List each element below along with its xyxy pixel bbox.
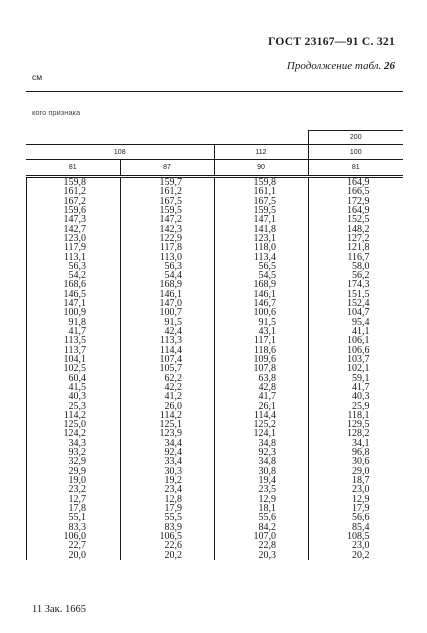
header-row-1 [26, 131, 403, 145]
table-cell: 34,4 [121, 439, 215, 448]
table-cell: 148,2 [309, 225, 404, 234]
header-cell: 87 [120, 160, 214, 177]
table-cell: 146,1 [121, 290, 215, 299]
table-cell: 18,1 [215, 504, 309, 513]
table-cell: 118,0 [215, 243, 309, 252]
table-cell: 114,2 [121, 411, 215, 420]
table-cell: 147,2 [121, 215, 215, 224]
table-cell: 147,3 [27, 215, 121, 224]
table-cell: 104,7 [309, 308, 404, 317]
table-cell: 33,4 [121, 457, 215, 466]
table-cell: 20,2 [309, 551, 404, 560]
table-cell: 107,0 [215, 532, 309, 541]
table-cell: 113,7 [27, 346, 121, 355]
table-cell: 26,1 [215, 402, 309, 411]
table-cell: 34,8 [215, 439, 309, 448]
table-cell: 20,0 [27, 551, 121, 560]
table-cell: 146,1 [215, 290, 309, 299]
table-cell: 32,9 [27, 457, 121, 466]
table-cell: 56,5 [215, 262, 309, 271]
data-table-body [27, 178, 404, 560]
table-cell: 114,2 [27, 411, 121, 420]
table-cell: 159,5 [121, 206, 215, 215]
table-header [26, 130, 403, 178]
table-cell: 113,0 [121, 253, 215, 262]
table-cell: 42,4 [121, 327, 215, 336]
table-cell: 142,7 [27, 225, 121, 234]
table-cell: 34,1 [309, 439, 404, 448]
table-cell: 117,1 [215, 336, 309, 345]
table-cell: 167,5 [215, 197, 309, 206]
header-cell: 81 [308, 160, 403, 177]
table-cell: 117,8 [121, 243, 215, 252]
table-cell: 42,2 [121, 383, 215, 392]
header-cell: 200 [308, 131, 403, 145]
table-cell: 34,8 [215, 457, 309, 466]
table-cell: 147,1 [215, 215, 309, 224]
table-cell: 102,5 [27, 364, 121, 373]
table-cell: 62,2 [121, 374, 215, 383]
table-cell: 113,4 [215, 253, 309, 262]
table-cell: 41,7 [309, 383, 404, 392]
table-cell: 142,3 [121, 225, 215, 234]
table-cell: 168,9 [121, 280, 215, 289]
table-cell: 41,2 [121, 392, 215, 401]
table-cell: 26,0 [121, 402, 215, 411]
table-cell: 30,3 [121, 467, 215, 476]
table-cell: 23,0 [309, 485, 404, 494]
table-cell: 147,1 [27, 299, 121, 308]
header-fragment-text: кого признака [32, 108, 81, 117]
header-cell: 108 [26, 145, 214, 160]
table-cell: 123,0 [27, 234, 121, 243]
table-cell: 20,2 [121, 551, 215, 560]
table-row [27, 551, 404, 560]
table-cell: 25,3 [27, 402, 121, 411]
table-cell: 55,1 [27, 513, 121, 522]
table-cell: 100,9 [27, 308, 121, 317]
table-cell: 113,5 [27, 336, 121, 345]
table-cell: 12,9 [309, 495, 404, 504]
table-cell: 56,6 [309, 513, 404, 522]
table-cell: 129,5 [309, 420, 404, 429]
table-cell: 17,8 [27, 504, 121, 513]
data-table [26, 178, 404, 560]
table-cell: 19,0 [27, 476, 121, 485]
table-cell: 108,5 [309, 532, 404, 541]
table-cell: 167,5 [121, 197, 215, 206]
header-cell: 90 [214, 160, 308, 177]
table-cell: 30,6 [309, 457, 404, 466]
table-cell: 159,8 [215, 178, 309, 187]
table-cell: 54,2 [27, 271, 121, 280]
table-cell: 107,8 [215, 364, 309, 373]
table-cell: 106,5 [121, 532, 215, 541]
table-cell: 125,1 [121, 420, 215, 429]
table-cell: 114,4 [215, 411, 309, 420]
table-cell: 22,6 [121, 541, 215, 550]
table-cell: 29,9 [27, 467, 121, 476]
table-cell: 41,7 [215, 392, 309, 401]
table-cell: 95,4 [309, 318, 404, 327]
table-cell: 172,9 [309, 197, 404, 206]
table-cell: 41,1 [309, 327, 404, 336]
table-cell: 168,6 [27, 280, 121, 289]
page-header: ГОСТ 23167—91 С. 321 [268, 36, 395, 48]
table-cell: 92,4 [121, 448, 215, 457]
table-cell: 23,0 [309, 541, 404, 550]
table-cell: 96,8 [309, 448, 404, 457]
table-cell: 168,9 [215, 280, 309, 289]
table-cell: 124,1 [215, 429, 309, 438]
table-cell: 122,9 [121, 234, 215, 243]
table-cell: 85,4 [309, 523, 404, 532]
table-cell: 105,7 [121, 364, 215, 373]
table-cell: 141,8 [215, 225, 309, 234]
table-cell: 116,7 [309, 253, 404, 262]
table-cell: 118,6 [215, 346, 309, 355]
table-cell: 55,5 [121, 513, 215, 522]
table-cell: 20,3 [215, 551, 309, 560]
table-cell: 159,8 [27, 178, 121, 187]
table-cell: 54,5 [215, 271, 309, 280]
table-cell: 117,9 [27, 243, 121, 252]
table-cell: 30,8 [215, 467, 309, 476]
table-cell: 151,5 [309, 290, 404, 299]
table-cell: 146,5 [27, 290, 121, 299]
table-cell: 159,5 [215, 206, 309, 215]
table-cell: 42,8 [215, 383, 309, 392]
header-cell: 81 [26, 160, 120, 177]
table-cell: 22,7 [27, 541, 121, 550]
table-cell: 40,3 [309, 392, 404, 401]
table-cell: 100,7 [121, 308, 215, 317]
unit-label: см [32, 72, 43, 82]
table-cell: 22,8 [215, 541, 309, 550]
table-cell: 40,3 [27, 392, 121, 401]
table-cell: 123,1 [215, 234, 309, 243]
header-cell: 112 [214, 145, 308, 160]
table-cell: 92,3 [215, 448, 309, 457]
table-cell: 109,6 [215, 355, 309, 364]
table-cell: 59,1 [309, 374, 404, 383]
table-cell: 56,2 [309, 271, 404, 280]
table-cell: 23,2 [27, 485, 121, 494]
table-cell: 55,6 [215, 513, 309, 522]
table-cell: 127,2 [309, 234, 404, 243]
table-cell: 164,9 [309, 178, 404, 187]
header-row-3 [26, 160, 403, 177]
table-cell: 128,2 [309, 429, 404, 438]
table-cell: 83,9 [121, 523, 215, 532]
table-cell: 106,0 [27, 532, 121, 541]
table-cell: 102,1 [309, 364, 404, 373]
table-cell: 161,1 [215, 187, 309, 196]
table-cell: 152,5 [309, 215, 404, 224]
page-footer: 11 Зак. 1665 [32, 604, 87, 615]
table-cell: 91,8 [27, 318, 121, 327]
table-cell: 125,2 [215, 420, 309, 429]
table-cell: 83,3 [27, 523, 121, 532]
table-cell: 41,7 [27, 327, 121, 336]
table-cell: 104,1 [27, 355, 121, 364]
table-cell: 152,4 [309, 299, 404, 308]
table-cell: 121,8 [309, 243, 404, 252]
table-cell: 164,9 [309, 206, 404, 215]
table-cell: 125,0 [27, 420, 121, 429]
table-cell: 34,3 [27, 439, 121, 448]
table-cell: 103,7 [309, 355, 404, 364]
table-cell: 106,6 [309, 346, 404, 355]
table-cell: 12,9 [215, 495, 309, 504]
table-cell: 161,2 [27, 187, 121, 196]
table-cell: 12,7 [27, 495, 121, 504]
table-cell: 159,6 [27, 206, 121, 215]
table-cell: 118,1 [309, 411, 404, 420]
table-cell: 124,2 [27, 429, 121, 438]
header-row-2 [26, 145, 403, 160]
table-cell: 43,1 [215, 327, 309, 336]
table-cell: 54,4 [121, 271, 215, 280]
table-cell: 91,5 [121, 318, 215, 327]
table-cell: 19,2 [121, 476, 215, 485]
table-cell: 166,5 [309, 187, 404, 196]
table-cell: 147,0 [121, 299, 215, 308]
table-cell: 106,1 [309, 336, 404, 345]
top-rule [26, 91, 403, 92]
table-cell: 161,2 [121, 187, 215, 196]
table-cell: 113,3 [121, 336, 215, 345]
table-continuation-caption [287, 60, 395, 72]
table-cell: 56,3 [121, 262, 215, 271]
table-cell: 123,9 [121, 429, 215, 438]
table-cell: 19,4 [215, 476, 309, 485]
table-cell: 23,4 [121, 485, 215, 494]
table-cell: 56,3 [27, 262, 121, 271]
table-cell: 167,2 [27, 197, 121, 206]
table-cell: 41,5 [27, 383, 121, 392]
table-cell: 60,4 [27, 374, 121, 383]
table-cell: 91,5 [215, 318, 309, 327]
table-cell: 159,7 [121, 178, 215, 187]
table-cell: 114,4 [121, 346, 215, 355]
table-cell: 12,8 [121, 495, 215, 504]
table-cell: 146,7 [215, 299, 309, 308]
table-cell: 93,2 [27, 448, 121, 457]
table-cell: 107,4 [121, 355, 215, 364]
table-cell: 17,9 [121, 504, 215, 513]
table-cell: 29,0 [309, 467, 404, 476]
table-cell: 25,9 [309, 402, 404, 411]
continuation-text: Продолжение табл. [286, 60, 382, 72]
table-cell: 18,7 [309, 476, 404, 485]
table-cell: 58,0 [309, 262, 404, 271]
table-number: 26 [384, 60, 395, 72]
table-cell: 174,3 [309, 280, 404, 289]
table-cell: 17,9 [309, 504, 404, 513]
table-cell: 63,8 [215, 374, 309, 383]
header-cell: 100 [308, 145, 403, 160]
table-cell: 84,2 [215, 523, 309, 532]
table-cell: 113,1 [27, 253, 121, 262]
table-cell: 100,6 [215, 308, 309, 317]
table-cell: 23,5 [215, 485, 309, 494]
